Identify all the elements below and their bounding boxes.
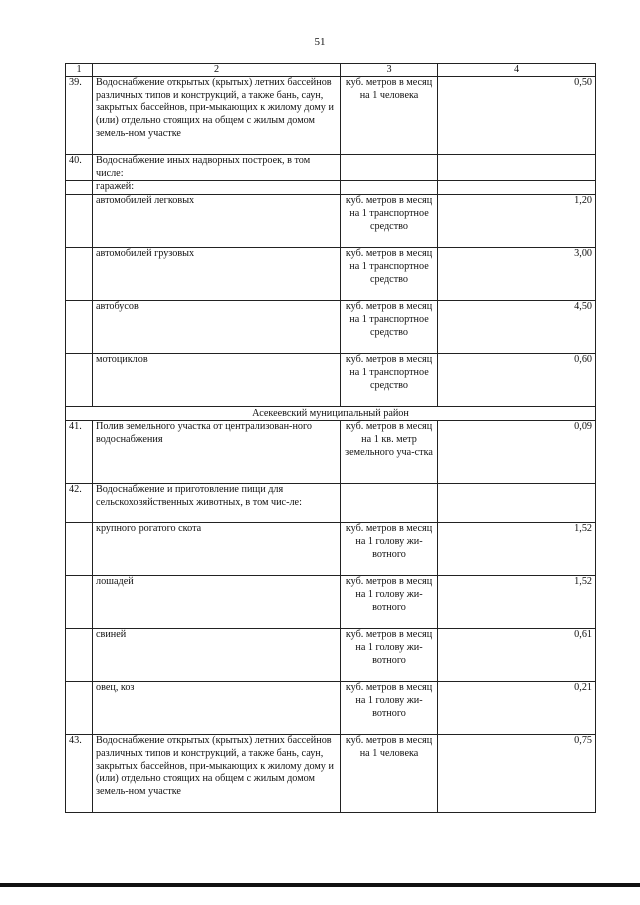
header-cell-unit: 3 — [341, 64, 438, 77]
row-value: 3,00 — [438, 248, 596, 301]
row-number: 40. — [66, 155, 93, 181]
row-description: Полив земельного участка от централизован-ного водоснабжения — [93, 421, 341, 484]
row-number — [66, 354, 93, 407]
row-unit: куб. метров в месяц на 1 человека — [341, 735, 438, 813]
row-number — [66, 523, 93, 576]
row-description: Водоснабжение и приготовление пищи для сельскохозяйственных животных, в том чис-ле: — [93, 484, 341, 523]
table-row — [66, 735, 596, 813]
row-unit: куб. метров в месяц на 1 голову жи-вотного — [341, 629, 438, 682]
row-unit — [341, 484, 438, 523]
row-unit: куб. метров в месяц на 1 голову жи-вотного — [341, 682, 438, 735]
row-value — [438, 181, 596, 195]
row-description: Водоснабжение открытых (крытых) летних бассейнов различных типов и конструкций, а также бань, саун, закрытых бассейнов, при-мыкающих к жилому дому и (или) отдельно стоящих на общем с жилым домом земель-ном участке — [93, 77, 341, 155]
row-value: 0,75 — [438, 735, 596, 813]
row-number — [66, 248, 93, 301]
table-row — [66, 484, 596, 523]
row-unit — [341, 181, 438, 195]
header-cell-description: 2 — [93, 64, 341, 77]
table-subrow — [66, 195, 596, 248]
row-unit: куб. метров в месяц на 1 транспортное средство — [341, 195, 438, 248]
table-subrow — [66, 354, 596, 407]
table-subrow — [66, 523, 596, 576]
table-row — [66, 77, 596, 155]
row-value — [438, 484, 596, 523]
row-value: 1,52 — [438, 523, 596, 576]
region-title: Асекеевский муниципальный район — [66, 407, 596, 421]
row-value: 0,21 — [438, 682, 596, 735]
row-unit: куб. метров в месяц на 1 транспортное средство — [341, 248, 438, 301]
row-number: 42. — [66, 484, 93, 523]
table-subrow — [66, 248, 596, 301]
row-value: 0,61 — [438, 629, 596, 682]
row-description: автомобилей грузовых — [93, 248, 341, 301]
row-value: 0,60 — [438, 354, 596, 407]
row-description: Водоснабжение иных надворных построек, в том числе: — [93, 155, 341, 181]
row-unit: куб. метров в месяц на 1 транспортное средство — [341, 301, 438, 354]
row-unit: куб. метров в месяц на 1 человека — [341, 77, 438, 155]
row-value: 4,50 — [438, 301, 596, 354]
row-number: 41. — [66, 421, 93, 484]
row-description: овец, коз — [93, 682, 341, 735]
row-description: автомобилей легковых — [93, 195, 341, 248]
table-subrow — [66, 301, 596, 354]
row-description: свиней — [93, 629, 341, 682]
row-number — [66, 195, 93, 248]
row-number: 39. — [66, 77, 93, 155]
row-unit: куб. метров в месяц на 1 голову жи-вотного — [341, 523, 438, 576]
row-value: 0,50 — [438, 77, 596, 155]
header-cell-number: 1 — [66, 64, 93, 77]
table-row — [66, 155, 596, 181]
row-description: мотоциклов — [93, 354, 341, 407]
row-description: крупного рогатого скота — [93, 523, 341, 576]
row-value: 1,20 — [438, 195, 596, 248]
row-number — [66, 181, 93, 195]
region-row — [66, 407, 596, 421]
norms-table — [65, 63, 596, 813]
row-value: 1,52 — [438, 576, 596, 629]
row-number — [66, 301, 93, 354]
row-description: автобусов — [93, 301, 341, 354]
table-subrow — [66, 629, 596, 682]
row-unit — [341, 155, 438, 181]
row-number: 43. — [66, 735, 93, 813]
row-number — [66, 576, 93, 629]
row-value: 0,09 — [438, 421, 596, 484]
row-unit: куб. метров в месяц на 1 транспортное средство — [341, 354, 438, 407]
row-description: Водоснабжение открытых (крытых) летних бассейнов различных типов и конструкций, а также бань, саун, закрытых бассейнов, при-мыкающих к жилому дому и (или) отдельно стоящих на общем с жилым домом земель-ном участке — [93, 735, 341, 813]
table-header-row — [66, 64, 596, 77]
row-unit: куб. метров в месяц на 1 кв. метр земельного уча-стка — [341, 421, 438, 484]
row-description: гаражей: — [93, 181, 341, 195]
table-body — [66, 64, 596, 813]
table-row — [66, 421, 596, 484]
table-subrow — [66, 181, 596, 195]
table-subrow — [66, 576, 596, 629]
table-subrow — [66, 682, 596, 735]
row-description: лошадей — [93, 576, 341, 629]
header-cell-value: 4 — [438, 64, 596, 77]
row-number — [66, 682, 93, 735]
row-number — [66, 629, 93, 682]
bottom-rule — [0, 883, 640, 887]
row-value — [438, 155, 596, 181]
page-number: 51 — [314, 36, 326, 48]
row-unit: куб. метров в месяц на 1 голову жи-вотного — [341, 576, 438, 629]
